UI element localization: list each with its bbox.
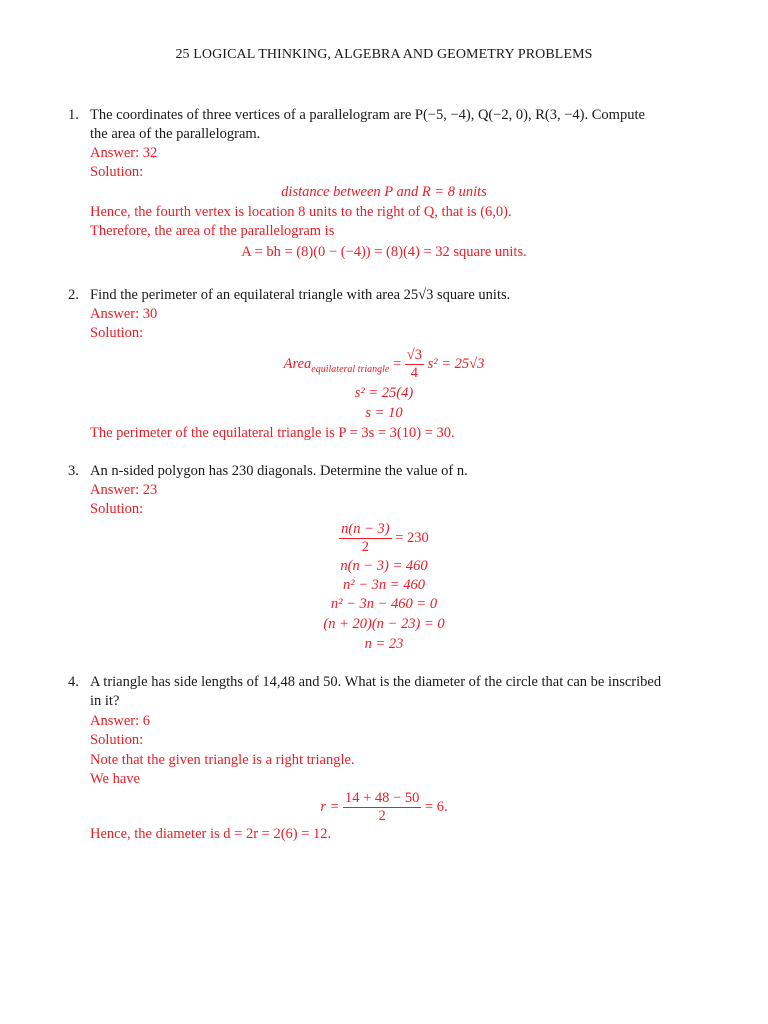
area-symbol: Area bbox=[283, 356, 312, 372]
equation-right-side: s² = 25√3 bbox=[427, 356, 485, 372]
problem-3-equation-1 bbox=[0, 520, 768, 556]
problem-1-solution-label: Solution: bbox=[90, 164, 144, 180]
problem-1-equation-2: A = bh = (8)(0 − (−4)) = (8)(4) = 32 square units. bbox=[241, 244, 527, 260]
equation-right-side: = 6. bbox=[424, 799, 448, 815]
problem-2-solution-label: Solution: bbox=[90, 325, 144, 341]
problem-4-text-1: Note that the given triangle is a right triangle. bbox=[90, 752, 355, 768]
problem-4-text-3: Hence, the diameter is d = 2r = 2(6) = 12. bbox=[90, 826, 332, 842]
problem-2-question: Find the perimeter of an equilateral triangle with area 25√3 square units. bbox=[90, 287, 511, 303]
problem-3-answer: Answer: 23 bbox=[90, 482, 158, 498]
page-title: 25 LOGICAL THINKING, ALGEBRA AND GEOMETRY PROBLEMS bbox=[175, 47, 593, 62]
n-fraction bbox=[339, 521, 391, 556]
problem-3-question: An n-sided polygon has 230 diagonals. Determine the value of n. bbox=[90, 463, 468, 479]
problem-1-question-line-2: the area of the parallelogram. bbox=[90, 126, 261, 142]
problem-4-text-2: We have bbox=[90, 771, 140, 787]
problem-1-answer: Answer: 32 bbox=[90, 145, 158, 161]
problem-2-equation-2: s² = 25(4) bbox=[354, 385, 414, 401]
problem-1-text-1: Hence, the fourth vertex is location 8 units to the right of Q, that is (6,0). bbox=[90, 204, 512, 220]
problem-3-equation-2: n(n − 3) = 460 bbox=[340, 558, 428, 574]
problem-3-equation-6: n = 23 bbox=[364, 636, 404, 652]
problem-2-text-1: The perimeter of the equilateral triangle is P = 3s = 3(10) = 30. bbox=[90, 425, 455, 441]
problem-4-solution-label: Solution: bbox=[90, 732, 144, 748]
problem-4-answer: Answer: 6 bbox=[90, 713, 151, 729]
problem-2-answer: Answer: 30 bbox=[90, 306, 158, 322]
problem-3-solution-label: Solution: bbox=[90, 501, 144, 517]
problem-4-question-line-1: A triangle has side lengths of 14,48 and 50. What is the diameter of the circle that can be inscribed bbox=[90, 674, 662, 690]
equation-left-side: r = bbox=[320, 799, 340, 815]
problem-3-equation-3: n² − 3n = 460 bbox=[343, 577, 425, 593]
fraction-denominator: 4 bbox=[410, 365, 419, 382]
problem-1-equation-1: distance between P and R = 8 units bbox=[281, 184, 487, 200]
problem-3-equation-5: (n + 20)(n − 23) = 0 bbox=[323, 616, 445, 632]
problem-2-number: 2. bbox=[68, 287, 79, 303]
problem-4-number: 4. bbox=[68, 674, 79, 690]
inradius-fraction bbox=[343, 790, 421, 825]
fraction-denominator: 2 bbox=[361, 539, 370, 556]
problem-1-question-line-1: The coordinates of three vertices of a parallelogram are P(−5, −4), Q(−2, 0), R(3, −4). Compute bbox=[90, 107, 645, 123]
fraction-denominator: 2 bbox=[378, 808, 386, 825]
problem-1-text-2: Therefore, the area of the parallelogram is bbox=[90, 223, 335, 239]
problem-2-equation-3: s = 10 bbox=[365, 405, 403, 421]
problem-2-equation-1: Area$_{equilateral triangle}$ = $\frac{√3}{4}$ s² = 25√3 bbox=[283, 347, 485, 382]
fraction-numerator: 14 + 48 − 50 bbox=[345, 790, 420, 807]
problem-3-equation-4: n² − 3n − 460 = 0 bbox=[330, 596, 438, 612]
problem-3-number: 3. bbox=[68, 463, 79, 479]
problem-4-equation-1 bbox=[0, 789, 768, 825]
problem-1-number: 1. bbox=[68, 107, 79, 123]
problem-4-question-line-2: in it? bbox=[90, 693, 120, 709]
fraction-numerator: n(n − 3) bbox=[341, 521, 390, 538]
fraction-numerator: √3 bbox=[406, 347, 422, 364]
equation-right-side: = 230 bbox=[395, 530, 429, 546]
area-subscript: equilateral triangle bbox=[311, 363, 390, 375]
sqrt3-over-4-fraction bbox=[405, 347, 424, 382]
